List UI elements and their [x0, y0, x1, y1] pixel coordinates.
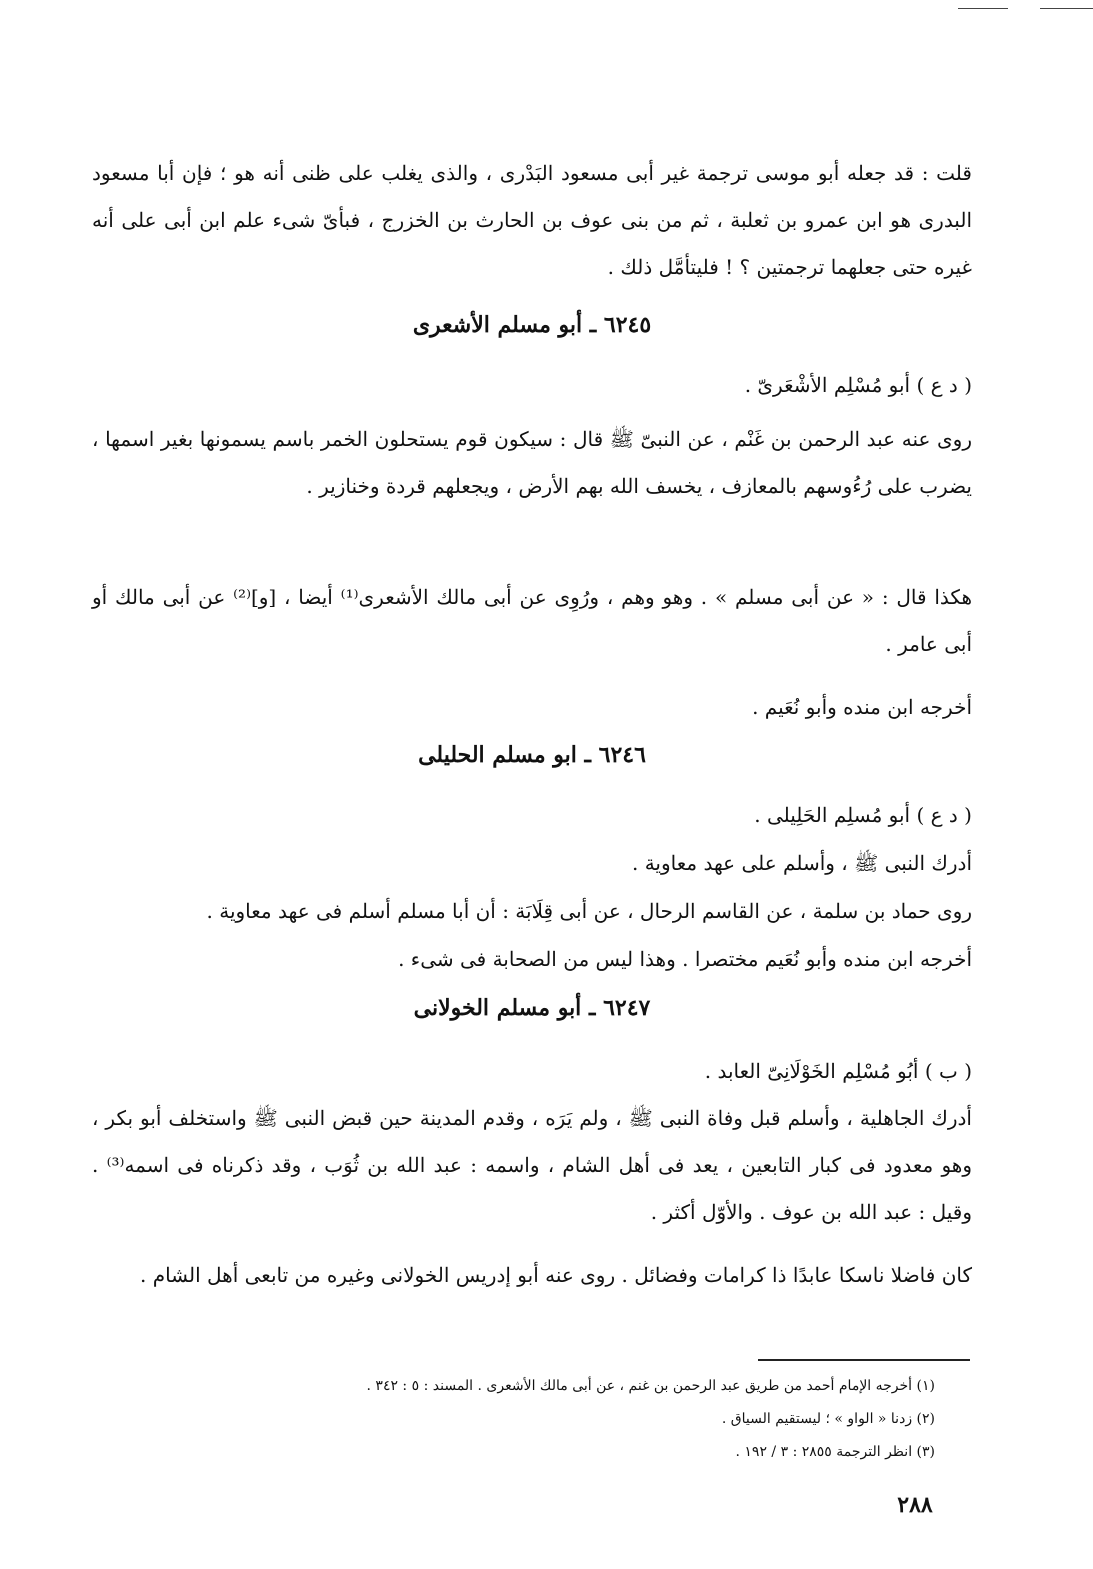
paragraph-biography: كان فاضلا ناسكا عابدًا ذا كرامات وفضائل . روى عنه أبو إدريس الخولانى وغيره من تابعى أهل الشام .: [139, 1263, 972, 1287]
footnote: (١) أخرجه الإمام أحمد من طريق عبد الرحمن بن غنم ، عن أبى مالك الأشعرى . المسند : ٥ : ٣٤٢ .: [366, 1378, 935, 1394]
paragraph-biography: أدرك الجاهلية ، وأسلم قبل وفاة النبى ﷺ ، ولم يَرَه ، وقدم المدينة حين قبض النبى ﷺ واستخلف أبو بكر ، وهو معدود فى كبار التابعين ، يعد فى أهل الشام ، واسمه : عبد الله بن ثُوَب ، وقد ذكرناه فى اسمه⁽³⁾ . وقيل : عبد الله بن عوف . والأوّل أكثر .: [92, 1106, 972, 1224]
footnote-rule: [758, 1359, 970, 1361]
paragraph-hadith: روى عنه عبد الرحمن بن غَنْم ، عن النبىّ ﷺ قال : سيكون قوم يستحلون الخمر باسم يسمونها بغير اسمها ، يضرب على رُءُوسهم بالمعازف ، يخسف الله بهم الأرض ، ويجعلهم قردة وخنازير .: [92, 427, 972, 498]
page-number: ٢٨٨: [897, 1492, 933, 1518]
paragraph-source: أخرجه ابن منده وأبو نُعَيم مختصرا . وهذا ليس من الصحابة فى شىء .: [398, 947, 972, 971]
paragraph-line: روى حماد بن سلمة ، عن القاسم الرحال ، عن أبى قِلَابَة : أن أبا مسلم أسلم فى عهد معاوية .: [206, 899, 972, 923]
entry-name-line: ( ب ) أبُو مُسْلِم الخَوْلَانِىّ العابد .: [704, 1059, 972, 1083]
entry-heading-6245: ٦٢٤٥ ـ أبو مسلم الأشعرى: [412, 312, 652, 338]
paragraph-note: قلت : قد جعله أبو موسى ترجمة غير أبى مسعود البَدْرى ، والذى يغلب على ظنى أنه هو ؛ فإن أبا مسعود البدرى هو ابن عمرو بن ثعلبة ، ثم من بنى عوف بن الحارث بن الخزرج ، فبأىّ شىء علم ابن أبى على أنه غيره حتى جعلهما ترجمتين ؟ ! فليتأمَّل ذلك .: [92, 161, 972, 279]
entry-heading-6246: ٦٢٤٦ ـ ابو مسلم الحليلى: [418, 742, 646, 768]
top-rule: [958, 8, 1008, 9]
paragraph-line: أدرك النبى ﷺ ، وأسلم على عهد معاوية .: [631, 851, 972, 875]
entry-name-line: ( د ع ) أبو مُسْلِم الأشْعَرىّ .: [744, 373, 972, 397]
paragraph-remark: هكذا قال : « عن أبى مسلم » . وهو وهم ، ورُوِى عن أبى مالك الأشعرى⁽¹⁾ أيضا ، [و]⁽²⁾ عن أبى مالك أو أبى عامر .: [92, 585, 972, 656]
footnote: (٣) انظر الترجمة ٢٨٥٥ : ٣ / ١٩٢ .: [735, 1444, 935, 1460]
paragraph-source: أخرجه ابن منده وأبو نُعَيم .: [752, 695, 972, 719]
top-rule: [1040, 8, 1093, 9]
footnote: (٢) زدنا « الواو » ؛ ليستقيم السياق .: [721, 1411, 935, 1427]
entry-name-line: ( د ع ) أبو مُسلِم الحَلِيلى .: [754, 803, 972, 827]
entry-heading-6247: ٦٢٤٧ ـ أبو مسلم الخولانى: [413, 995, 651, 1021]
